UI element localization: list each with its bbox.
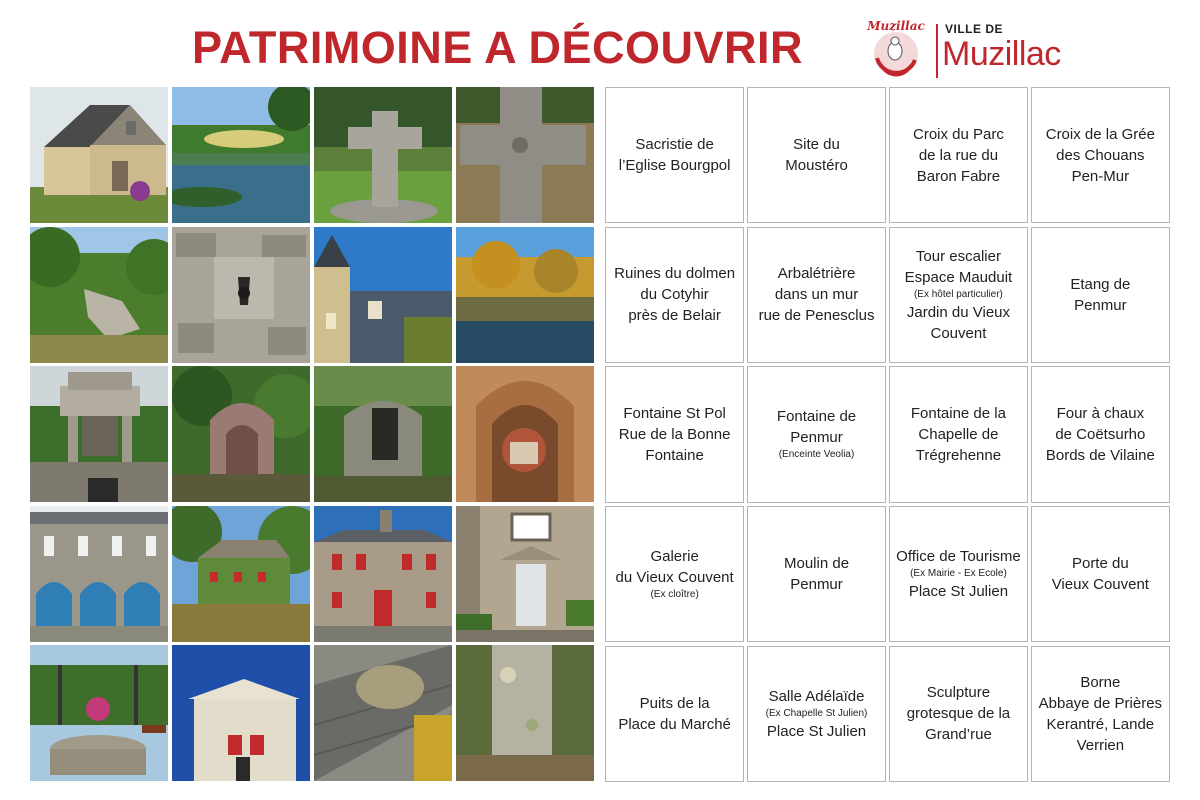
caption-note: (Ex Chapelle St Julien) bbox=[765, 707, 868, 719]
caption-cell bbox=[889, 87, 1028, 223]
caption-text: Fontaine St Pol Rue de la Bonne Fontaine bbox=[618, 404, 731, 464]
photo-dolmen bbox=[30, 227, 168, 363]
caption-note: (Ex hôtel particulier) bbox=[913, 288, 1003, 300]
caption-text: Site du Moustéro bbox=[785, 136, 848, 175]
caption-cell bbox=[889, 366, 1028, 502]
caption-text: Puits de la Place du Marché bbox=[618, 694, 731, 733]
caption-cell bbox=[747, 646, 886, 782]
caption-cell bbox=[889, 646, 1028, 782]
photo-moustero bbox=[172, 87, 310, 223]
photo-tour-escalier bbox=[314, 227, 452, 363]
caption-text: Salle Adélaïde bbox=[768, 687, 865, 705]
caption-text: Ruines du dolmen du Cotyhir près de Belair bbox=[614, 265, 736, 325]
photo-four-chaux bbox=[456, 366, 594, 502]
caption-cell bbox=[1031, 646, 1170, 782]
logo-divider bbox=[936, 24, 938, 78]
caption-cell bbox=[747, 87, 886, 223]
caption-grid bbox=[605, 87, 1170, 782]
photo-salle-adelaide bbox=[172, 645, 310, 781]
caption-text: Fontaine de Penmur bbox=[776, 408, 857, 447]
caption-text: Office de Tourisme bbox=[896, 548, 1021, 566]
photo-office-tourisme bbox=[314, 506, 452, 642]
caption-note: (Ex cloître) bbox=[650, 589, 699, 601]
caption-cell bbox=[605, 227, 744, 363]
page-title: PATRIMOINE A DÉCOUVRIR bbox=[192, 22, 804, 73]
caption-cell bbox=[605, 646, 744, 782]
logo-town-name: Muzillac bbox=[942, 35, 1061, 73]
emblem-text: Muzillac bbox=[867, 19, 925, 33]
photo-croix-parc bbox=[314, 87, 452, 223]
muzillac-logo bbox=[865, 18, 1085, 80]
photo-galerie bbox=[30, 506, 168, 642]
photo-fontaine-st-pol bbox=[30, 366, 168, 502]
caption-text: Sculpture grotesque de la Grand’rue bbox=[906, 684, 1011, 744]
caption-text: Croix de la Grée des Chouans Pen-Mur bbox=[1045, 125, 1155, 185]
photo-sacristie bbox=[30, 87, 168, 223]
caption-text: Fontaine de la Chapelle de Trégrehenne bbox=[910, 404, 1006, 464]
caption-text: Etang de Penmur bbox=[1070, 275, 1131, 314]
caption-cell bbox=[747, 366, 886, 502]
photo-grid bbox=[30, 87, 594, 781]
caption-text: Tour escalier Espace Mauduit bbox=[904, 247, 1013, 286]
photo-fontaine-penmur bbox=[172, 366, 310, 502]
photo-sculpture bbox=[314, 645, 452, 781]
caption-text: Borne Abbaye de Prières Kerantré, Lande Verrien bbox=[1038, 673, 1163, 754]
caption-cell bbox=[747, 506, 886, 642]
caption-text-after: Place St Julien bbox=[908, 583, 1009, 601]
photo-borne bbox=[456, 645, 594, 781]
caption-text: Porte du Vieux Couvent bbox=[1051, 555, 1149, 594]
caption-cell bbox=[1031, 227, 1170, 363]
caption-text: Galerie du Vieux Couvent bbox=[615, 548, 734, 587]
caption-text: Croix du Parc de la rue du Baron Fabre bbox=[913, 125, 1004, 185]
photo-porte-couvent bbox=[456, 506, 594, 642]
photo-moulin bbox=[172, 506, 310, 642]
photo-arbaletriere bbox=[172, 227, 310, 363]
caption-text: Moulin de Penmur bbox=[784, 555, 850, 594]
caption-text: Four à chaux de Coëtsurho Bords de Vilaine bbox=[1045, 404, 1155, 464]
caption-cell bbox=[1031, 366, 1170, 502]
caption-text: Sacristie de l’Eglise Bourgpol bbox=[618, 136, 731, 175]
caption-text: Arbalétrière dans un mur rue de Penesclus bbox=[758, 265, 875, 325]
caption-cell bbox=[889, 227, 1028, 363]
caption-cell bbox=[1031, 87, 1170, 223]
caption-cell bbox=[1031, 506, 1170, 642]
caption-cell bbox=[605, 87, 744, 223]
caption-cell bbox=[605, 366, 744, 502]
caption-cell bbox=[889, 506, 1028, 642]
caption-note: (Ex Mairie - Ex Ecole) bbox=[910, 568, 1007, 580]
logo-ville-label: VILLE DE bbox=[945, 22, 1004, 36]
caption-cell bbox=[605, 506, 744, 642]
muzillac-emblem-icon bbox=[865, 18, 927, 80]
photo-fontaine-chapelle bbox=[314, 366, 452, 502]
photo-puits bbox=[30, 645, 168, 781]
caption-text-after: Jardin du Vieux Couvent bbox=[906, 303, 1010, 342]
caption-note: (Enceinte Veolia) bbox=[778, 449, 855, 461]
caption-text-after: Place St Julien bbox=[766, 722, 867, 740]
caption-cell bbox=[747, 227, 886, 363]
photo-croix-gree bbox=[456, 87, 594, 223]
photo-etang-penmur bbox=[456, 227, 594, 363]
